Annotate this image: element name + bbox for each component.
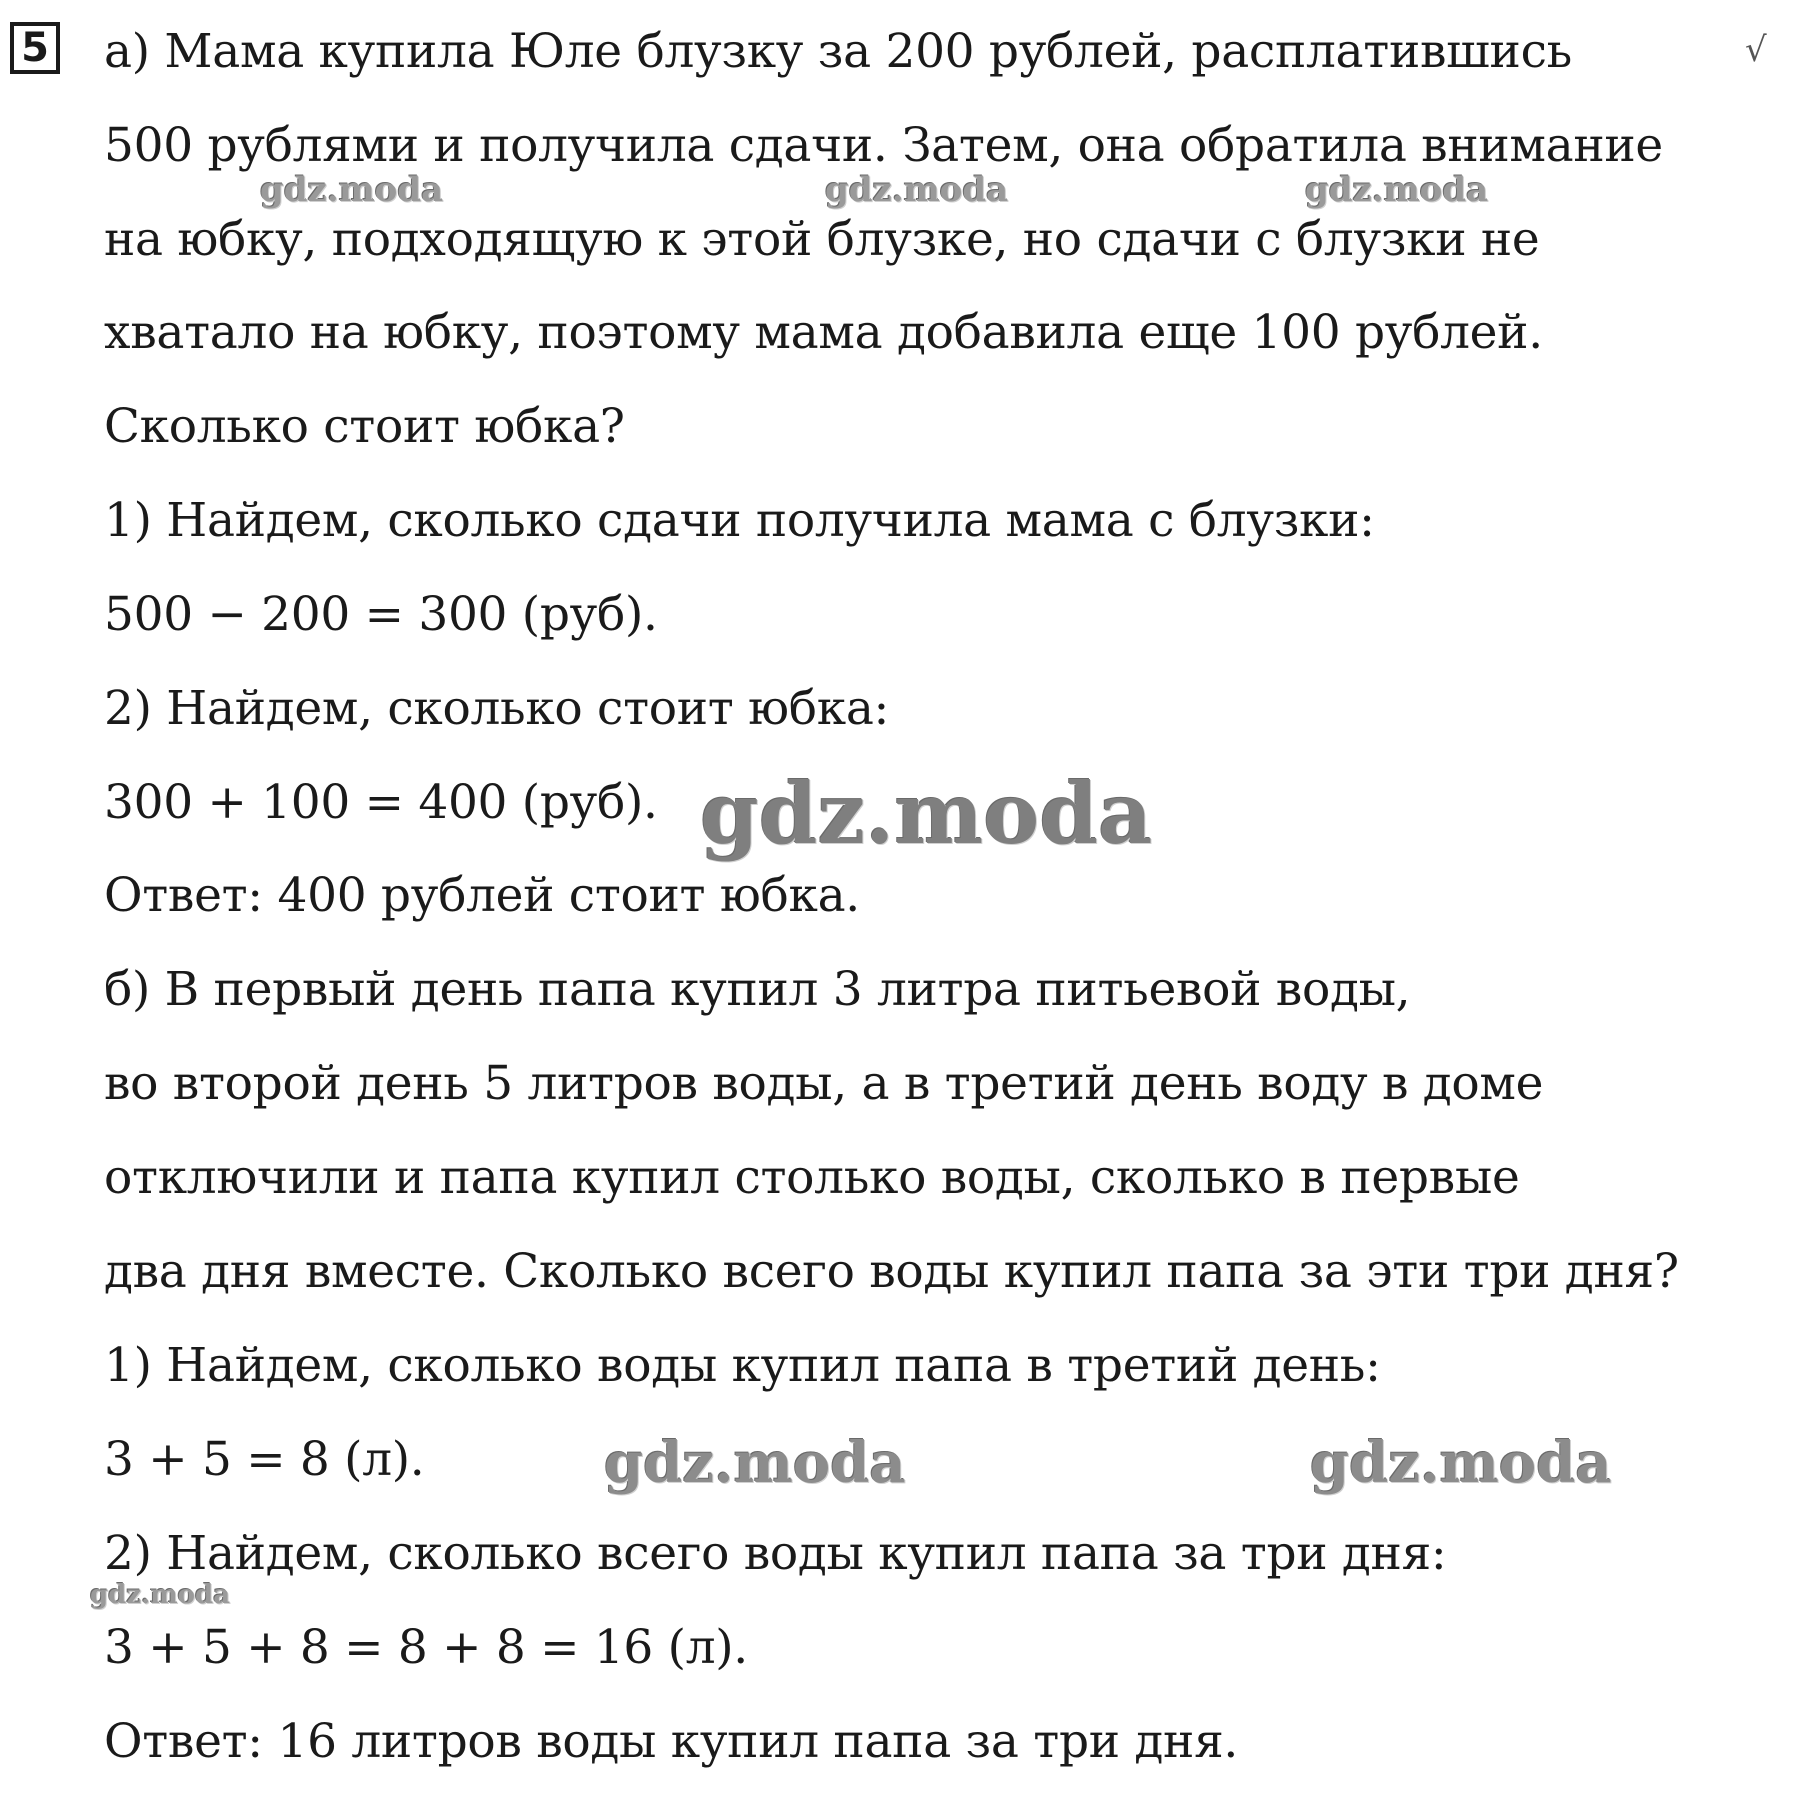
text-line-18: 3 + 5 + 8 = 8 + 8 = 16 (л). [104, 1620, 748, 1675]
text-line-2: 500 рублями и получила сдачи. Затем, она обратила внимание [104, 118, 1663, 173]
text-line-5: Сколько стоит юбка? [104, 399, 625, 454]
text-line-8: 2) Найдем, сколько стоит юбка: [104, 681, 890, 736]
text-line-7: 500 − 200 = 300 (руб). [104, 587, 658, 642]
text-line-13: отключили и папа купил столько воды, сколько в первые [104, 1150, 1520, 1205]
text-line-11: б) В первый день папа купил 3 литра питьевой воды, [104, 962, 1411, 1017]
text-line-6: 1) Найдем, сколько сдачи получила мама с блузки: [104, 493, 1375, 548]
watermark: gdz.moda [90, 1580, 231, 1610]
check-mark: √ [1745, 30, 1767, 70]
text-line-16: 3 + 5 = 8 (л). [104, 1432, 425, 1487]
text-line-3: на юбку, подходящую к этой блузке, но сдачи с блузки не [104, 212, 1540, 267]
text-line-12: во второй день 5 литров воды, а в третий день воду в доме [104, 1056, 1544, 1111]
text-line-14: два дня вместе. Сколько всего воды купил папа за эти три дня? [104, 1244, 1679, 1299]
watermark: gdz.moda [825, 170, 1009, 210]
watermark: gdz.moda [700, 764, 1153, 863]
watermark: gdz.moda [604, 1430, 906, 1496]
watermark: gdz.moda [1310, 1430, 1612, 1496]
watermark: gdz.moda [260, 170, 444, 210]
text-line-4: хватало на юбку, поэтому мама добавила еще 100 рублей. [104, 305, 1543, 360]
text-line-9: 300 + 100 = 400 (руб). [104, 775, 658, 830]
text-line-10: Ответ: 400 рублей стоит юбка. [104, 868, 860, 923]
text-line-1: а) Мама купила Юле блузку за 200 рублей, расплатившись [104, 24, 1572, 79]
task-number-box: 5 [10, 22, 60, 74]
text-line-19: Ответ: 16 литров воды купил папа за три дня. [104, 1714, 1239, 1769]
watermark: gdz.moda [1305, 170, 1489, 210]
text-line-17: 2) Найдем, сколько всего воды купил папа за три дня: [104, 1526, 1447, 1581]
text-line-15: 1) Найдем, сколько воды купил папа в третий день: [104, 1338, 1381, 1393]
